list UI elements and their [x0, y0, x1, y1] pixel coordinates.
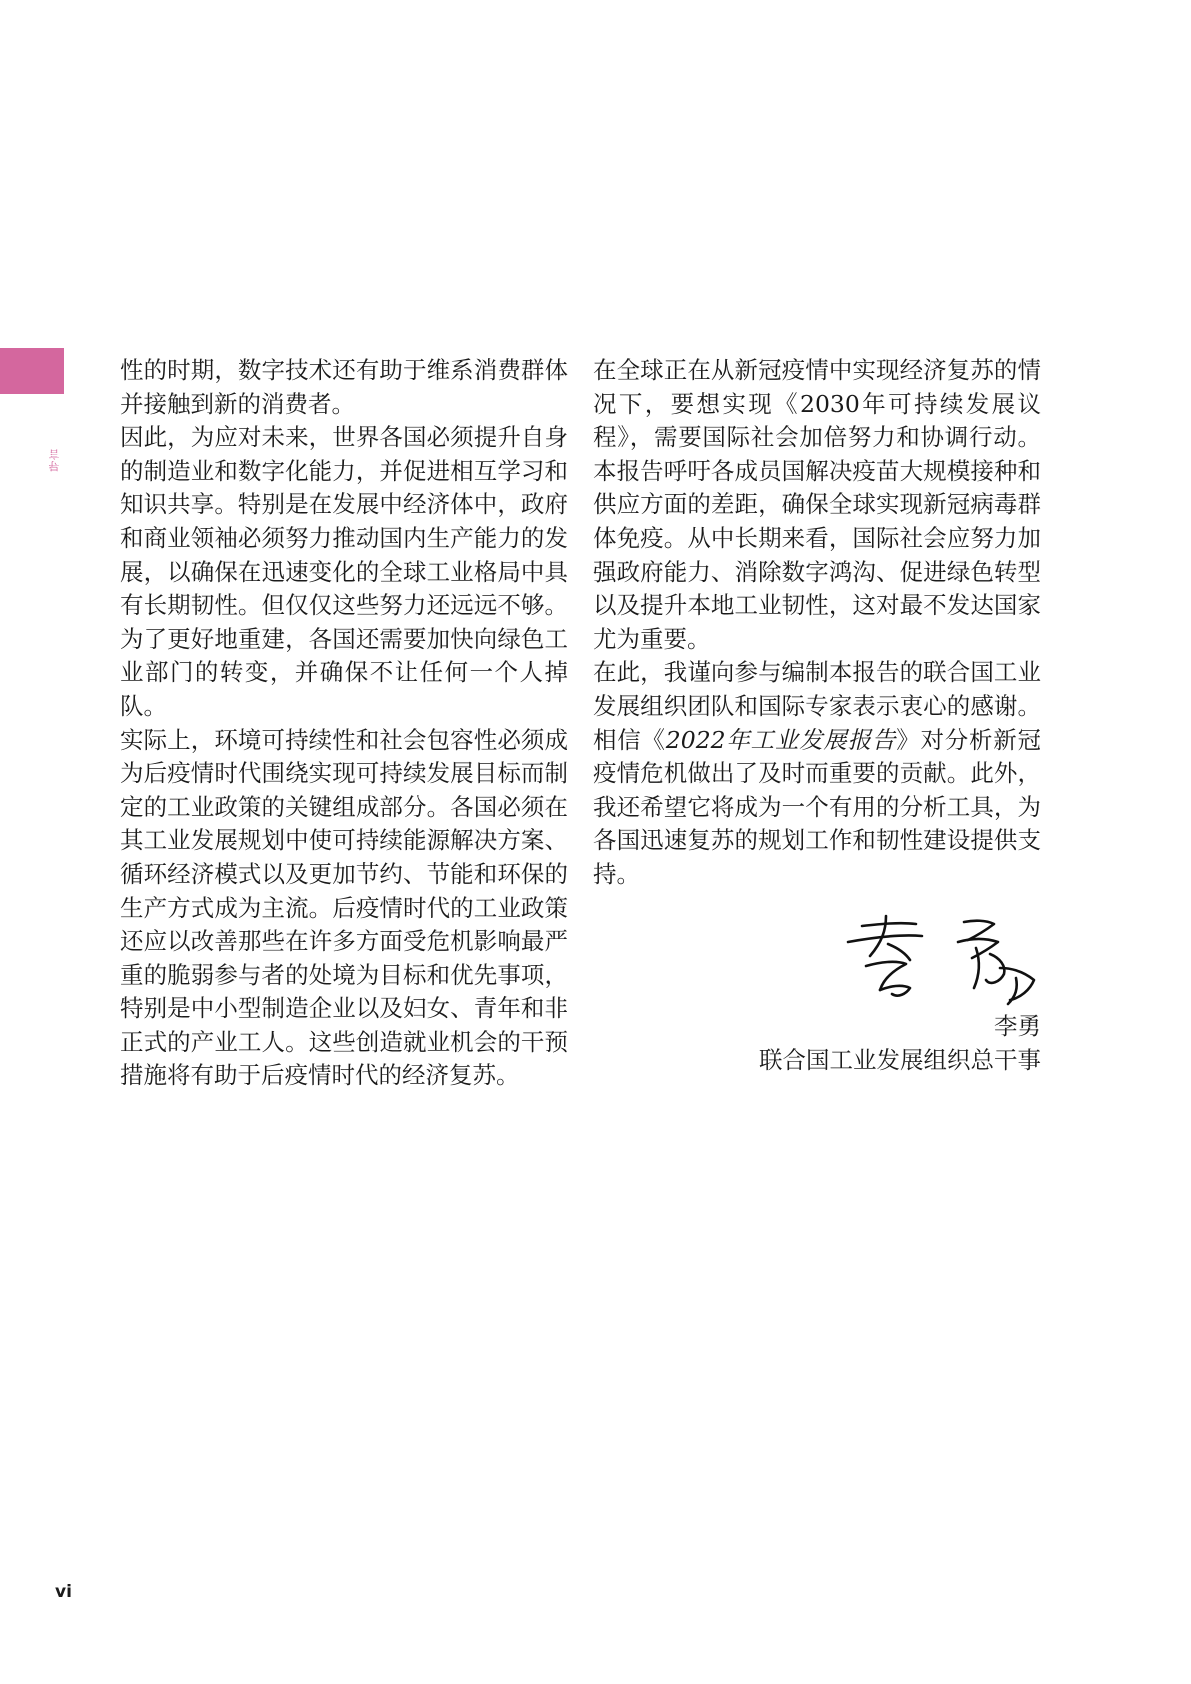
body-paragraph: 因此，为应对未来，世界各国必须提升自身的制造业和数字化能力，并促进相互学习和知识共享。特别是在发展中经济体中，政府和商业领袖必须努力推动国内生产能力的发展，以确保在迅速变化的全球工业格局中具有长期韧性。但仅仅这些努力还远远不够。为了更好地重建，各国还需要加快向绿色工业部门的转变，并确保不让任何一个人掉队。	[120, 423, 568, 720]
right-text-column	[593, 354, 1041, 892]
body-paragraph: 在全球正在从新冠疫情中实现经济复苏的情况下，要想实现《2030年可持续发展议程》，需要国际社会加倍努力和协调行动。本报告呼吁各成员国解决疫苗大规模接种和供应方面的差距，确保全球实现新冠病毒群体免疫。从中长期来看，国际社会应努力加强政府能力、消除数字鸿沟、促进绿色转型以及提升本地工业韧性，这对最不发达国家尤为重要。	[593, 356, 1041, 653]
signer-block	[759, 1010, 1041, 1077]
text-span: 》对分析新冠疫情危机做出了及时而重要的贡献。此外，我还希望它将成为一个有用的分析工具，为各国迅速复苏的规划工作和韧性建设提供支持。	[593, 725, 1042, 888]
signer-name: 李勇	[994, 1012, 1041, 1040]
section-label: 导言	[48, 448, 61, 472]
report-title: 2022年工业发展报告	[665, 725, 897, 754]
signer-title: 联合国工业发展组织总干事	[759, 1045, 1041, 1074]
page-number: vi	[55, 1582, 72, 1602]
text-span: 在此，我谨向参与编制本报告的联合国工业发展组织团队和国际专家表示衷心的感谢。相信《	[593, 658, 1041, 754]
body-paragraph-acknowledgement	[593, 656, 1041, 891]
body-paragraph: 实际上，环境可持续性和社会包容性必须成为后疫情时代围绕实现可持续发展目标而制定的工业政策的关键组成部分。各国必须在其工业发展规划中使可持续能源解决方案、循环经济模式以及更加节约、节能和环保的生产方式成为主流。后疫情时代的工业政策还应以改善那些在许多方面受危机影响最严重的脆弱参与者的处境为目标和优先事项，特别是中小型制造企业以及妇女、青年和非正式的产业工人。这些创造就业机会的干预措施将有助于后疫情时代的经济复苏。	[120, 725, 568, 1090]
body-paragraph: 性的时期，数字技术还有助于维系消费群体并接触到新的消费者。	[120, 356, 568, 418]
handwritten-signature	[840, 908, 1045, 1008]
left-text-column	[120, 354, 568, 1093]
section-color-tab	[0, 348, 64, 394]
